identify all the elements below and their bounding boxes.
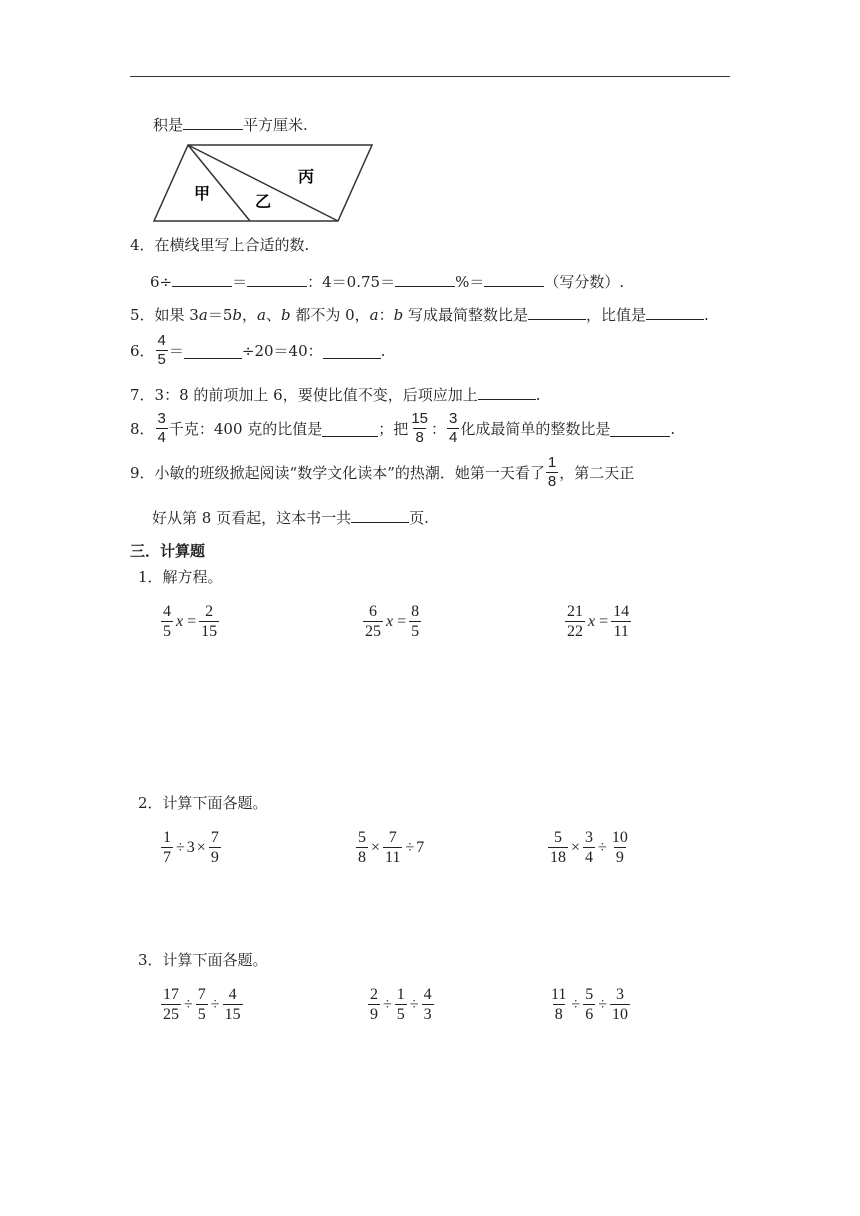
expression-2-1: $\frac{1}{7}$ ÷ 3 × $\frac{7}{9}$ <box>163 829 219 866</box>
equation-3: $\frac{21}{22}$ x = $\frac{14}{11}$ <box>567 603 630 640</box>
c1-title: 1．解方程。 <box>138 568 223 586</box>
answer-blank[interactable] <box>395 270 455 287</box>
q7-line: 7．3：8 的前项加上 6，要使比值不变，后项应加上 . <box>130 383 541 405</box>
q6-line: 6． $\frac{4}{5}$ ＝ ÷20＝40： . <box>130 332 386 368</box>
answer-blank[interactable] <box>323 342 381 359</box>
equation-2: $\frac{6}{25}$ x = $\frac{8}{5}$ <box>365 603 420 640</box>
header-rule <box>130 76 730 77</box>
answer-blank[interactable] <box>247 270 307 287</box>
answer-blank[interactable] <box>478 383 536 400</box>
label-yi: 乙 <box>255 192 272 211</box>
q8-line: 8． $\frac{3}{4}$ 千克：400 克的比值是 ；把 $\frac{15}{8}$ ： $\frac{3}{4}$ 化成最简单的整数比是 . <box>130 410 676 446</box>
q4-line: 6÷ ＝ ：4＝0.75＝ %＝ （写分数）. <box>150 270 624 292</box>
answer-blank[interactable] <box>646 303 704 320</box>
answer-blank[interactable] <box>351 506 409 523</box>
answer-blank[interactable] <box>172 270 232 287</box>
c2-title: 2．计算下面各题。 <box>138 794 268 812</box>
q3-tail-line <box>153 113 308 135</box>
fraction: $\frac{3}{4}$ <box>157 410 166 446</box>
inner-line <box>188 145 250 221</box>
parallelogram-figure <box>150 140 376 226</box>
label-jia: 甲 <box>194 184 211 203</box>
fraction: $\frac{15}{8}$ <box>411 410 428 446</box>
q9-line-2: 好从第 8 页看起，这本书一共 页. <box>152 506 429 528</box>
fraction: $\frac{4}{5}$ <box>157 332 166 368</box>
answer-blank[interactable] <box>528 303 586 320</box>
q3-text-a: 积是 <box>153 116 184 134</box>
q3-text-b: 平方厘米. <box>243 116 308 134</box>
q5-line: 5．如果 3a＝5b，a、b 都不为 0，a：b 写成最简整数比是 ，比值是 . <box>130 303 709 325</box>
expression-3-3: $\frac{11}{8}$ ÷ $\frac{5}{6}$ ÷ $\frac{3}{10}$ <box>551 986 628 1023</box>
answer-blank[interactable] <box>183 113 243 130</box>
expression-3-2: $\frac{2}{9}$ ÷ $\frac{1}{5}$ ÷ $\frac{4}{3}$ <box>370 986 432 1023</box>
equation-1: $\frac{4}{5}$ x = $\frac{2}{15}$ <box>163 603 218 640</box>
fraction: $\frac{1}{8}$ <box>547 454 557 490</box>
answer-blank[interactable] <box>184 342 242 359</box>
answer-blank[interactable] <box>484 270 544 287</box>
label-bing: 丙 <box>298 167 315 186</box>
section-title: 三．计算题 <box>130 542 206 560</box>
q4-stem: 4．在横线里写上合适的数. <box>130 236 310 254</box>
fraction: $\frac{3}{4}$ <box>449 410 458 446</box>
answer-blank[interactable] <box>322 420 378 437</box>
expression-2-2: $\frac{5}{8}$ × $\frac{7}{11}$ ÷ 7 <box>358 829 425 866</box>
c3-title: 3．计算下面各题。 <box>138 951 268 969</box>
expression-2-3: $\frac{5}{18}$ × $\frac{3}{4}$ ÷ $\frac{10}{9}$ <box>550 829 628 866</box>
answer-blank[interactable] <box>610 420 670 437</box>
q9-line-1: 9．小敏的班级掀起阅读“数学文化读本”的热潮．她第一天看了 $\frac{1}{8}$ ，第二天正 <box>130 454 635 490</box>
expression-3-1: $\frac{17}{25}$ ÷ $\frac{7}{5}$ ÷ $\frac{4}{15}$ <box>163 986 241 1023</box>
